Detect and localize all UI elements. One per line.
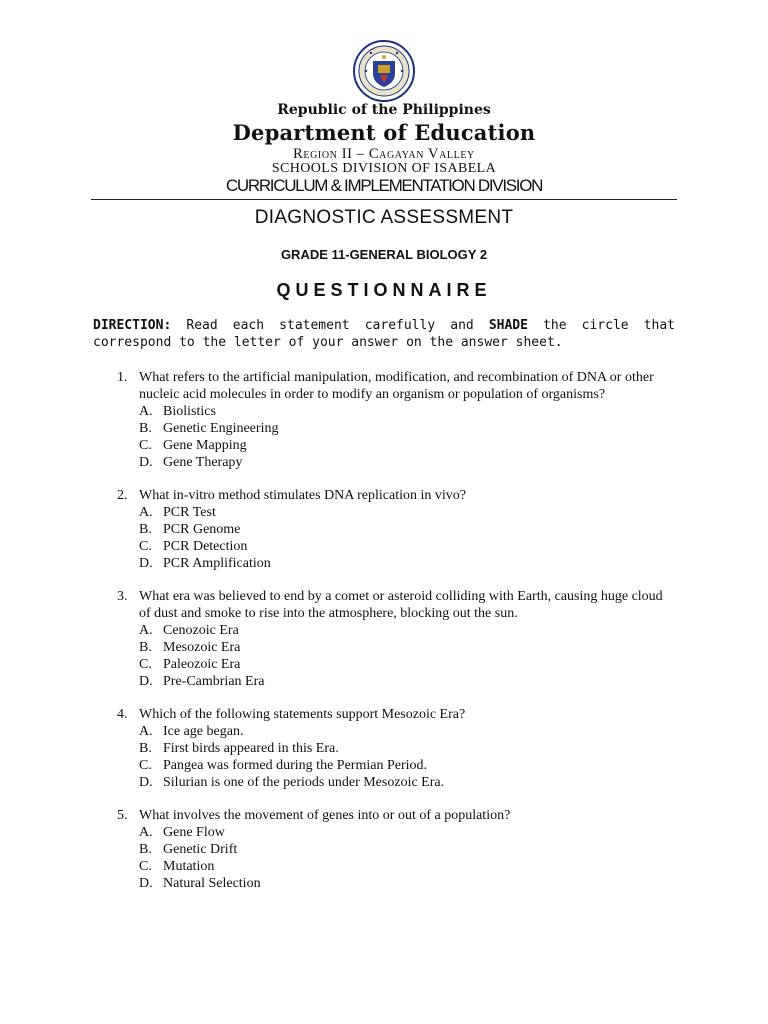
question-list [117, 369, 677, 908]
answer-option [139, 622, 677, 639]
answer-option [139, 673, 677, 690]
question-text: What era was believed to end by a comet or asteroid colliding with Earth, causing huge cloud of dust and smoke to rise into the atmosphere, blocking out the sun. [139, 589, 663, 621]
option-text: Pangea was formed during the Permian Period. [163, 758, 427, 773]
question-item [117, 706, 677, 791]
direction-text-2: the circle that correspond to the letter of your answer on the answer sheet. [93, 318, 675, 350]
option-text: Silurian is one of the periods under Mesozoic Era. [163, 775, 445, 790]
option-text: Ice age began. [163, 724, 244, 739]
option-text: Gene Mapping [163, 438, 247, 453]
question-item [117, 369, 677, 471]
option-text: Mesozoic Era [163, 640, 241, 655]
answer-option [139, 555, 677, 572]
republic-line: Republic of the Philippines [277, 102, 491, 118]
option-text: Biolistics [163, 404, 216, 419]
question-text: What refers to the artificial manipulation, modification, and recombination of DNA or other nucleic acid molecules in order to modify an organism or population of organisms? [139, 370, 654, 402]
option-letter: D. [139, 556, 153, 571]
answer-option [139, 420, 677, 437]
division-line: SCHOOLS DIVISION OF ISABELA [271, 161, 497, 176]
option-text: Genetic Engineering [163, 421, 279, 436]
option-letter: A. [139, 505, 153, 520]
answer-option [139, 538, 677, 555]
answer-option [139, 437, 677, 454]
option-text: Mutation [163, 859, 215, 874]
option-text: Genetic Drift [163, 842, 238, 857]
option-text: PCR Genome [163, 522, 241, 537]
option-text: Gene Therapy [163, 455, 243, 470]
option-letter: A. [139, 623, 153, 638]
answer-option [139, 740, 677, 757]
option-text: Paleozoic Era [163, 657, 241, 672]
question-item [117, 588, 677, 690]
region-line: Region II – Cagayan Valley [293, 146, 475, 162]
answer-option [139, 639, 677, 656]
answer-option [139, 757, 677, 774]
answer-option [139, 824, 677, 841]
answer-option [139, 656, 677, 673]
option-letter: A. [139, 724, 153, 739]
option-letter: B. [139, 741, 152, 756]
option-letter: C. [139, 657, 152, 672]
direction-text-1: Read each statement carefully and [171, 318, 489, 333]
option-text: Gene Flow [163, 825, 225, 840]
answer-option [139, 723, 677, 740]
option-text: Pre-Cambrian Era [163, 674, 265, 689]
option-letter: D. [139, 876, 153, 891]
option-letter: D. [139, 674, 153, 689]
question-number: 4. [117, 707, 128, 722]
direction-label: DIRECTION: [93, 318, 172, 333]
answer-option [139, 774, 677, 791]
option-letter: B. [139, 842, 152, 857]
option-letter: B. [139, 640, 152, 655]
deped-seal-icon [344, 39, 424, 103]
questionnaire-title: QUESTIONNAIRE [276, 280, 492, 300]
option-letter: D. [139, 775, 153, 790]
answer-option [139, 875, 677, 892]
option-letter: D. [139, 455, 153, 470]
question-text: Which of the following statements support Mesozoic Era? [139, 707, 466, 722]
unit-line: CURRICULUM & IMPLEMENTATION DIVISION [225, 176, 543, 195]
assessment-title: DIAGNOSTIC ASSESSMENT [254, 207, 514, 228]
answer-option [139, 454, 677, 471]
option-letter: B. [139, 522, 152, 537]
direction-emphasis: SHADE [488, 318, 528, 333]
question-number: 2. [117, 488, 128, 503]
answer-option [139, 858, 677, 875]
option-letter: A. [139, 404, 153, 419]
question-item [117, 487, 677, 572]
option-letter: C. [139, 438, 152, 453]
option-letter: C. [139, 539, 152, 554]
option-text: PCR Amplification [163, 556, 271, 571]
option-text: PCR Detection [163, 539, 248, 554]
answer-option [139, 504, 677, 521]
question-number: 3. [117, 589, 128, 604]
option-letter: B. [139, 421, 152, 436]
direction-paragraph [93, 317, 675, 351]
question-text: What in-vitro method stimulates DNA replication in vivo? [139, 488, 466, 503]
header-divider [91, 199, 677, 200]
option-letter: A. [139, 825, 153, 840]
option-text: Natural Selection [163, 876, 261, 891]
department-title: Department of Education [232, 120, 536, 145]
question-number: 5. [117, 808, 128, 823]
option-letter: C. [139, 859, 152, 874]
option-text: Cenozoic Era [163, 623, 239, 638]
question-text: What involves the movement of genes into or out of a population? [139, 808, 511, 823]
question-item [117, 807, 677, 892]
grade-subject: GRADE 11-GENERAL BIOLOGY 2 [280, 247, 488, 262]
answer-option [139, 521, 677, 538]
option-text: First birds appeared in this Era. [163, 741, 339, 756]
answer-option [139, 841, 677, 858]
option-text: PCR Test [163, 505, 216, 520]
question-number: 1. [117, 370, 128, 385]
option-letter: C. [139, 758, 152, 773]
answer-option [139, 403, 677, 420]
